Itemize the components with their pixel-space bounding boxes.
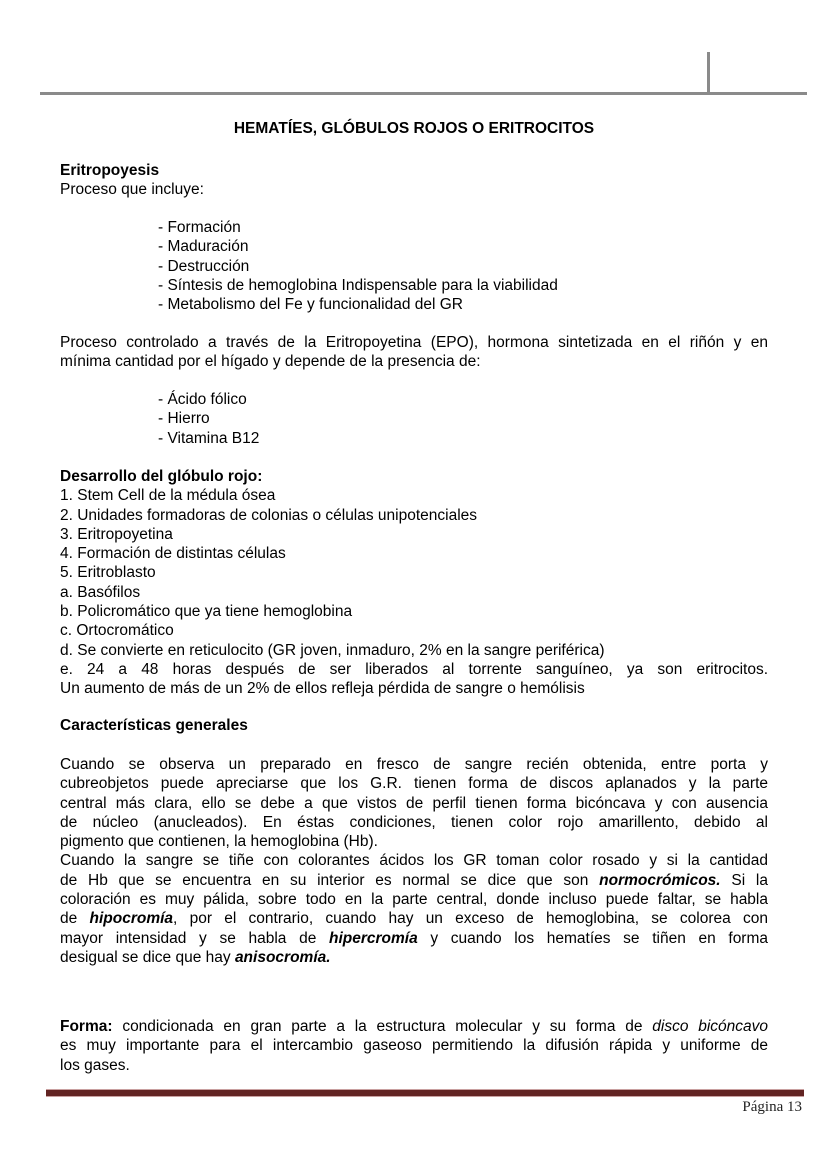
text-line: [60, 333, 768, 352]
text-segment: Cuando se observa un preparado en fresco de sangre recién obtenida, entre porta y: [60, 756, 768, 773]
text-line: [60, 774, 768, 793]
page-title: HEMATÍES, GLÓBULOS ROJOS O ERITROCITOS: [233, 120, 595, 137]
text-line: [158, 295, 828, 314]
text-segment: - Vitamina B12: [158, 429, 260, 447]
text-segment: es muy importante para el intercambio gaseoso permitiendo la difusión rápida y uniforme de: [60, 1037, 768, 1055]
text-line: [60, 544, 768, 563]
text-segment: - Hierro: [158, 410, 210, 428]
text-line: [60, 583, 768, 602]
text-segment: condicionada en gran parte a la estructura molecular y su forma de: [112, 1018, 653, 1035]
text-segment: - Ácido fólico: [158, 391, 247, 408]
text-segment: a. Basófilos: [60, 583, 141, 601]
text-segment: - Metabolismo del Fe y funcionalidad del GR: [158, 296, 463, 314]
text-segment: Cuando la sangre se tiñe con colorantes ácidos los GR toman color rosado y si la cantidad: [60, 852, 768, 870]
text-line: [60, 813, 768, 832]
text-line: [158, 409, 828, 428]
text-segment: Proceso controlado a través de la Eritropoyetina (EPO), hormona sintetizada en el riñón y en: [60, 334, 768, 351]
text-line: [60, 871, 768, 890]
text-line: [60, 180, 768, 199]
emphasis-text: hipercromía: [328, 929, 418, 947]
page-number: Página 13: [742, 1099, 802, 1115]
text-line: [60, 679, 768, 698]
text-segment: de Hb que se encuentra en su interior es normal se dice que son: [60, 871, 600, 889]
text-line: [60, 1017, 768, 1036]
header-divider: [707, 52, 710, 93]
text-line: [60, 660, 768, 679]
text-segment: - Síntesis de hemoglobina Indispensable para la viabilidad: [158, 276, 558, 294]
text-line: [60, 563, 768, 582]
bullet-list: [60, 390, 828, 448]
text-line: [158, 429, 828, 448]
paragraph: [60, 161, 768, 200]
emphasis-text: Eritropoyesis: [60, 162, 160, 179]
text-segment: cubreobjetos puede apreciarse que los G.R. tienen forma de discos aplanados y la parte: [60, 775, 768, 793]
text-line: [60, 486, 768, 505]
text-segment: e. 24 a 48 horas después de ser liberados al torrente sanguíneo, ya son eritrocitos.: [60, 660, 768, 678]
text-segment: coloración es muy pálida, sobre todo en la parte central, donde incluso puede faltar, se habla: [60, 891, 768, 909]
text-line: [60, 506, 768, 525]
text-segment: Proceso que incluye:: [60, 181, 204, 199]
text-line: [60, 1036, 768, 1055]
emphasis-text: Desarrollo del glóbulo rojo:: [60, 468, 263, 485]
emphasis-text: normocrómicos.: [599, 871, 721, 889]
text-line: [60, 641, 768, 660]
text-line: [60, 525, 768, 544]
text-segment: 1. Stem Cell de la médula ósea: [60, 487, 276, 505]
text-segment: - Destrucción: [158, 257, 250, 275]
text-segment: desigual se dice que hay: [60, 948, 235, 966]
text-line: [60, 352, 768, 371]
text-line: [60, 909, 768, 928]
paragraph: [60, 716, 768, 735]
header-rule: [40, 92, 807, 95]
bullet-list: [60, 218, 828, 314]
text-segment: c. Ortocromático: [60, 622, 174, 640]
text-line: [158, 218, 828, 237]
text-segment: 2. Unidades formadoras de colonias o células unipotenciales: [60, 506, 478, 524]
text-line: [60, 948, 768, 967]
text-segment: mínima cantidad por el hígado y depende de la presencia de:: [60, 353, 481, 371]
text-segment: d. Se convierte en reticulocito (GR joven, inmaduro, 2% en la sangre periférica): [60, 641, 605, 659]
paragraph: [60, 1017, 768, 1075]
text-segment: los gases.: [60, 1056, 130, 1074]
text-segment: 5. Eritroblasto: [60, 564, 156, 582]
text-line: [158, 390, 828, 409]
text-line: [60, 716, 768, 735]
text-line: [60, 929, 768, 948]
text-segment: y cuando los hematíes se tiñen en forma: [417, 929, 769, 947]
text-line: [60, 890, 768, 909]
paragraph: [60, 755, 768, 967]
text-line: [158, 276, 828, 295]
text-segment: de núcleo (anucleados). En éstas condiciones, tienen color rojo amarillento, debido al: [60, 813, 768, 831]
footer-rule: [46, 1089, 804, 1097]
text-segment: b. Policromático que ya tiene hemoglobina: [60, 603, 353, 621]
text-line: [60, 467, 768, 486]
paragraph: [60, 467, 768, 699]
text-segment: central más clara, ello se debe a que vistos de perfil tienen forma bicóncava y con ausencia: [60, 794, 768, 812]
text-line: [60, 1056, 768, 1075]
text-segment: mayor intensidad y se habla de: [60, 929, 329, 947]
text-line: [60, 621, 768, 640]
text-line: [60, 161, 768, 180]
text-line: [60, 794, 768, 813]
paragraph: [60, 333, 768, 372]
text-line: [158, 237, 828, 256]
text-segment: - Formación: [158, 219, 241, 236]
emphasis-text: Características generales: [60, 717, 248, 734]
text-segment: Un aumento de más de un 2% de ellos refleja pérdida de sangre o hemólisis: [60, 680, 585, 698]
text-segment: Si la: [720, 871, 768, 889]
text-segment: de: [60, 910, 90, 928]
text-segment: , por el contrario, cuando hay un exceso de hemoglobina, se colorea con: [173, 910, 768, 928]
emphasis-text: Forma:: [60, 1018, 113, 1035]
text-line: [60, 602, 768, 621]
emphasis-text: anisocromía.: [234, 948, 331, 966]
text-line: [158, 257, 828, 276]
text-line: [60, 755, 768, 774]
emphasis-text: hipocromía: [89, 910, 174, 928]
text-segment: pigmento que contienen, la hemoglobina (Hb).: [60, 833, 378, 851]
text-line: [60, 832, 768, 851]
emphasis-text: disco bicóncavo: [652, 1018, 768, 1035]
text-segment: 3. Eritropoyetina: [60, 525, 173, 543]
text-line: [60, 851, 768, 870]
text-segment: - Maduración: [158, 238, 249, 256]
text-segment: 4. Formación de distintas células: [60, 545, 286, 563]
